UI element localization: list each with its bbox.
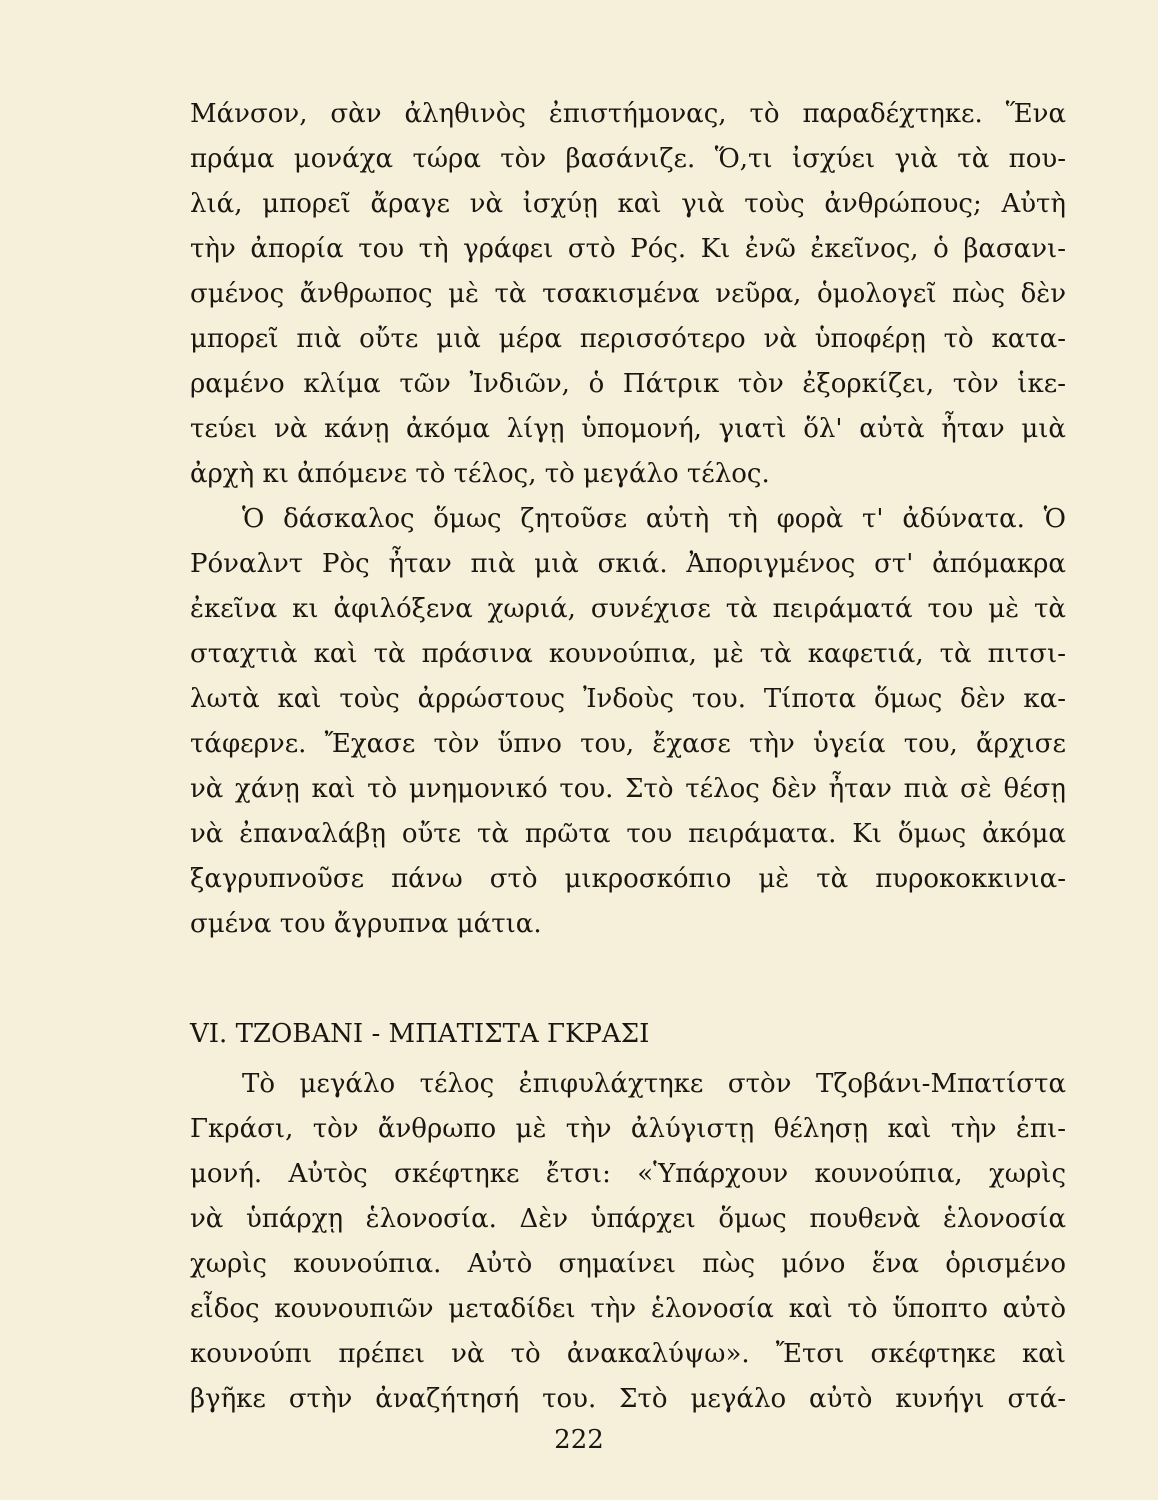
text-line: νὰ χάνῃ καὶ τὸ μνημονικό του. Στὸ τέλος δὲν ἦταν πιὰ σὲ θέσῃ xyxy=(190,774,1066,804)
text-line: ραμένο κλίμα τῶν Ἰνδιῶν, ὁ Πάτρικ τὸν ἐξορκίζει, τὸν ἱκε- xyxy=(190,369,1066,399)
text-line: τάφερνε. Ἔχασε τὸν ὕπνο του, ἔχασε τὴν ὑγεία του, ἄρχισε xyxy=(190,729,1066,759)
text-line: τὴν ἀπορία του τὴ γράφει στὸ Ρός. Κι ἐνῶ ἐκεῖνος, ὁ βασανι- xyxy=(190,234,1066,264)
text-line: πράμα μονάχα τώρα τὸν βασάνιζε. Ὅ,τι ἰσχύει γιὰ τὰ που- xyxy=(190,144,1066,174)
text-line: χωρὶς κουνούπια. Αὐτὸ σημαίνει πὼς μόνο ἕνα ὁρισμένο xyxy=(190,1249,1066,1279)
text-line: κουνούπι πρέπει νὰ τὸ ἀνακαλύψω». Ἔτσι σκέφτηκε καὶ xyxy=(190,1339,1066,1369)
text-line: σμένος ἄνθρωπος μὲ τὰ τσακισμένα νεῦρα, ὁμολογεῖ πὼς δὲν xyxy=(190,279,1066,309)
section-heading: VI. ΤΖΟΒΑΝΙ - ΜΠΑΤΙΣΤΑ ΓΚΡΑΣΙ xyxy=(190,1019,650,1049)
text-line: νὰ ὑπάρχῃ ἑλονοσία. Δὲν ὑπάρχει ὅμως πουθενὰ ἑλονοσία xyxy=(190,1204,1066,1234)
text-line: μονή. Αὐτὸς σκέφτηκε ἔτσι: «Ὑπάρχουν κουνούπια, χωρὶς xyxy=(190,1159,1066,1189)
text-line: Τὸ μεγάλο τέλος ἐπιφυλάχτηκε στὸν Τζοβάνι-Μπατίστα xyxy=(242,1069,1066,1099)
text-line: εἶδος κουνουπιῶν μεταδίδει τὴν ἑλονοσία καὶ τὸ ὕποπτο αὐτὸ xyxy=(190,1294,1066,1324)
text-line: μπορεῖ πιὰ οὔτε μιὰ μέρα περισσότερο νὰ ὑποφέρῃ τὸ κατα- xyxy=(190,324,1066,354)
text-line: σταχτιὰ καὶ τὰ πράσινα κουνούπια, μὲ τὰ καφετιά, τὰ πιτσι- xyxy=(190,639,1066,669)
text-line: Μάνσον, σὰν ἀληθινὸς ἐπιστήμονας, τὸ παραδέχτηκε. Ἕνα xyxy=(190,99,1066,129)
text-line: Ρόναλντ Ρὸς ἦταν πιὰ μιὰ σκιά. Ἀποριγμένος στ' ἀπόμακρα xyxy=(190,549,1066,579)
text-line: λιά, μπορεῖ ἄραγε νὰ ἰσχύῃ καὶ γιὰ τοὺς ἀνθρώπους; Αὐτὴ xyxy=(190,189,1066,219)
text-line: νὰ ἐπαναλάβῃ οὔτε τὰ πρῶτα του πειράματα. Κι ὅμως ἀκόμα xyxy=(190,819,1066,849)
text-line: ἀρχὴ κι ἀπόμενε τὸ τέλος, τὸ μεγάλο τέλος. xyxy=(190,459,770,489)
text-line: Ὁ δάσκαλος ὅμως ζητοῦσε αὐτὴ τὴ φορὰ τ' ἀδύνατα. Ὁ xyxy=(242,504,1066,534)
page-number: 222 xyxy=(554,1425,604,1455)
text-line: ἐκεῖνα κι ἀφιλόξενα χωριά, συνέχισε τὰ πειράματά του μὲ τὰ xyxy=(190,594,1066,624)
text-line: βγῆκε στὴν ἀναζήτησή του. Στὸ μεγάλο αὐτὸ κυνήγι στά- xyxy=(190,1384,1066,1414)
text-line: σμένα του ἄγρυπνα μάτια. xyxy=(190,909,542,939)
text-line: Γκράσι, τὸν ἄνθρωπο μὲ τὴν ἀλύγιστῃ θέλησῃ καὶ τὴν ἐπι- xyxy=(190,1114,1066,1144)
text-line: ξαγρυπνοῦσε πάνω στὸ μικροσκόπιο μὲ τὰ πυροκοκκινια- xyxy=(190,864,1066,894)
text-line: λωτὰ καὶ τοὺς ἀρρώστους Ἰνδοὺς του. Τίποτα ὅμως δὲν κα- xyxy=(190,684,1066,714)
text-line: τεύει νὰ κάνῃ ἀκόμα λίγῃ ὑπομονή, γιατὶ ὅλ' αὐτὰ ἦταν μιὰ xyxy=(190,414,1066,444)
